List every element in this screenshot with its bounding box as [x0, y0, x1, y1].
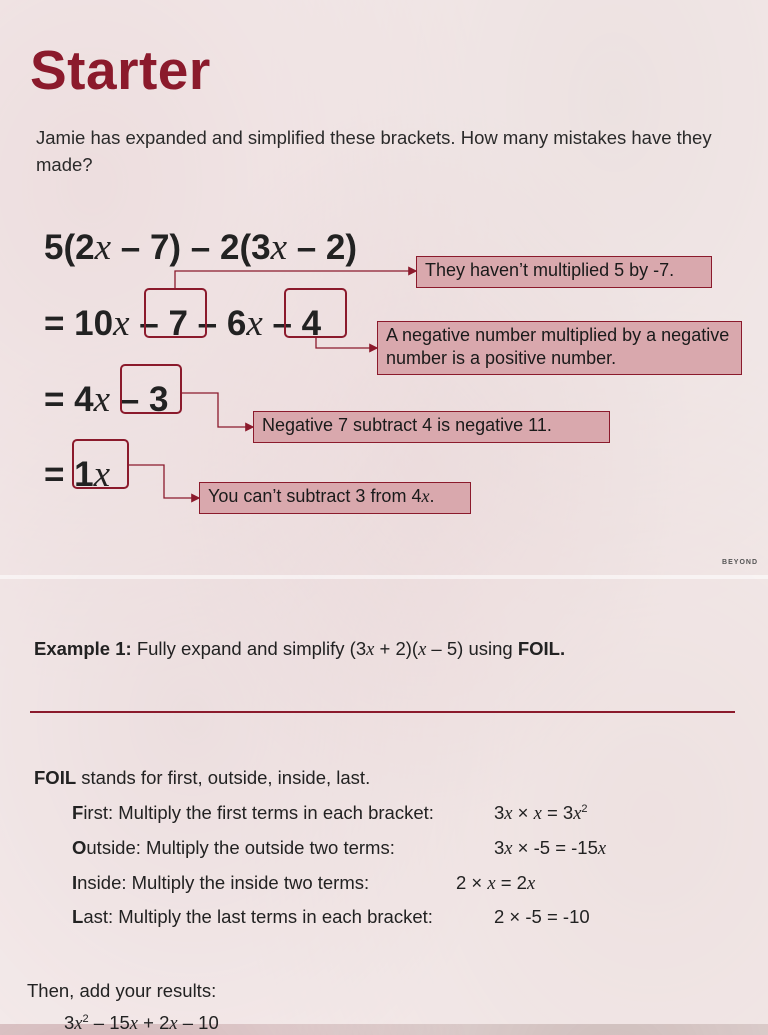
- eq1-variable: x: [94, 227, 112, 268]
- result-part: = 3: [541, 802, 574, 823]
- foil-result-inside: [456, 872, 535, 895]
- intro-text: Jamie has expanded and simplified these brackets. How many mistakes have they made?: [36, 127, 712, 175]
- eq4-part: 1: [74, 455, 94, 494]
- result-exponent: 2: [581, 802, 588, 815]
- final-part: – 15: [88, 1012, 130, 1033]
- final-part: – 10: [177, 1012, 219, 1033]
- example-text: Fully expand and simplify (3: [131, 638, 367, 659]
- eq3-variable: x: [93, 379, 111, 420]
- step-text: irst: Multiply the first terms in each bracket:: [83, 802, 434, 823]
- foil-result-outside: [494, 837, 606, 860]
- callout-text: Negative 7 subtract 4 is negative 11.: [262, 415, 552, 435]
- eq2-part: – 6: [187, 304, 247, 343]
- step-text: nside: Multiply the inside two terms:: [77, 872, 370, 893]
- example-heading: [34, 638, 565, 661]
- mistake-box-2: [284, 288, 347, 338]
- callout-text: You can’t subtract 3 from 4: [208, 486, 422, 506]
- step-letter: F: [72, 802, 84, 823]
- eq1-part: – 7) – 2(3: [111, 228, 271, 267]
- eq2-variable: x: [246, 303, 263, 344]
- foil-step-outside: [72, 837, 395, 859]
- eq4-part: =: [44, 455, 75, 494]
- step-letter: L: [72, 906, 84, 927]
- mistake-box-4: [72, 439, 129, 489]
- final-variable: x: [129, 1014, 139, 1034]
- example-variable: x: [418, 640, 427, 660]
- callout-text: .: [429, 486, 435, 506]
- answer-rule: [30, 711, 735, 713]
- result-variable: x: [597, 839, 607, 859]
- step-text: utside: Multiply the outside two terms:: [86, 837, 395, 858]
- foil-acronym: FOIL: [34, 767, 77, 788]
- step-letter: I: [72, 872, 78, 893]
- eq2-part: – 4: [262, 304, 322, 343]
- result-part: ×: [512, 802, 534, 823]
- foil-intro-text: stands for first, outside, inside, last.: [76, 767, 371, 788]
- equation-line-1: [44, 226, 357, 269]
- eq2-part: = 10: [44, 304, 114, 343]
- mistake-box-1: [144, 288, 207, 338]
- foil-result-last: [494, 906, 590, 928]
- eq3-part: = 4: [44, 380, 94, 419]
- callout-text: They haven’t multiplied 5 by -7.: [425, 260, 675, 280]
- foil-step-last: [72, 906, 433, 928]
- foil-step-inside: [72, 872, 369, 894]
- callout-variable: x: [421, 486, 430, 506]
- result-variable: x: [533, 804, 542, 824]
- foil-intro: [34, 767, 370, 789]
- example-label: Example 1:: [34, 638, 132, 659]
- eq2-variable: x: [113, 303, 130, 344]
- final-part: 3: [64, 1012, 75, 1033]
- result-part: 3: [494, 802, 505, 823]
- eq2-part: – 7: [129, 304, 188, 343]
- result-part: 2 ×: [456, 872, 488, 893]
- callout-text: A negative number multiplied by a negative number is a positive number.: [386, 325, 730, 368]
- eq1-variable: x: [270, 227, 288, 268]
- eq3-part: – 3: [110, 380, 169, 419]
- callout-mistake-4: [199, 482, 471, 514]
- foil-result-first: [494, 802, 588, 825]
- slide-title: Starter: [30, 39, 211, 101]
- result-part: 3: [494, 837, 505, 858]
- result-part: = 2: [495, 872, 527, 893]
- example-variable: x: [366, 640, 375, 660]
- result-part: 2 × -5 = -10: [494, 906, 590, 927]
- eq4-variable: x: [93, 454, 111, 495]
- then-add-text: Then, add your results:: [27, 980, 217, 1001]
- result-variable: x: [504, 804, 513, 824]
- example-foil: FOIL.: [517, 638, 566, 659]
- final-variable: x: [74, 1014, 83, 1034]
- final-variable: x: [169, 1014, 178, 1034]
- result-variable: x: [487, 874, 496, 894]
- example-text: – 5) using: [426, 638, 518, 659]
- result-variable: x: [573, 804, 582, 824]
- mistake-box-3: [120, 364, 182, 414]
- beyond-logo: BEYOND: [722, 559, 758, 566]
- step-text: ast: Multiply the last terms in each bracket:: [83, 906, 433, 927]
- foil-step-first: [72, 802, 434, 824]
- eq1-part: 5(2: [44, 228, 95, 267]
- result-variable: x: [504, 839, 513, 859]
- final-exponent: 2: [82, 1012, 89, 1025]
- callout-mistake-3: [253, 411, 610, 443]
- step-letter: O: [72, 837, 87, 858]
- callout-mistake-1: [416, 256, 712, 288]
- result-part: × -5 = -15: [512, 837, 598, 858]
- eq1-part: – 2): [287, 228, 358, 267]
- final-part: + 2: [138, 1012, 170, 1033]
- callout-mistake-2: [377, 321, 742, 375]
- example-text: + 2)(: [374, 638, 419, 659]
- slide-separator: [0, 575, 768, 579]
- result-variable: x: [526, 874, 536, 894]
